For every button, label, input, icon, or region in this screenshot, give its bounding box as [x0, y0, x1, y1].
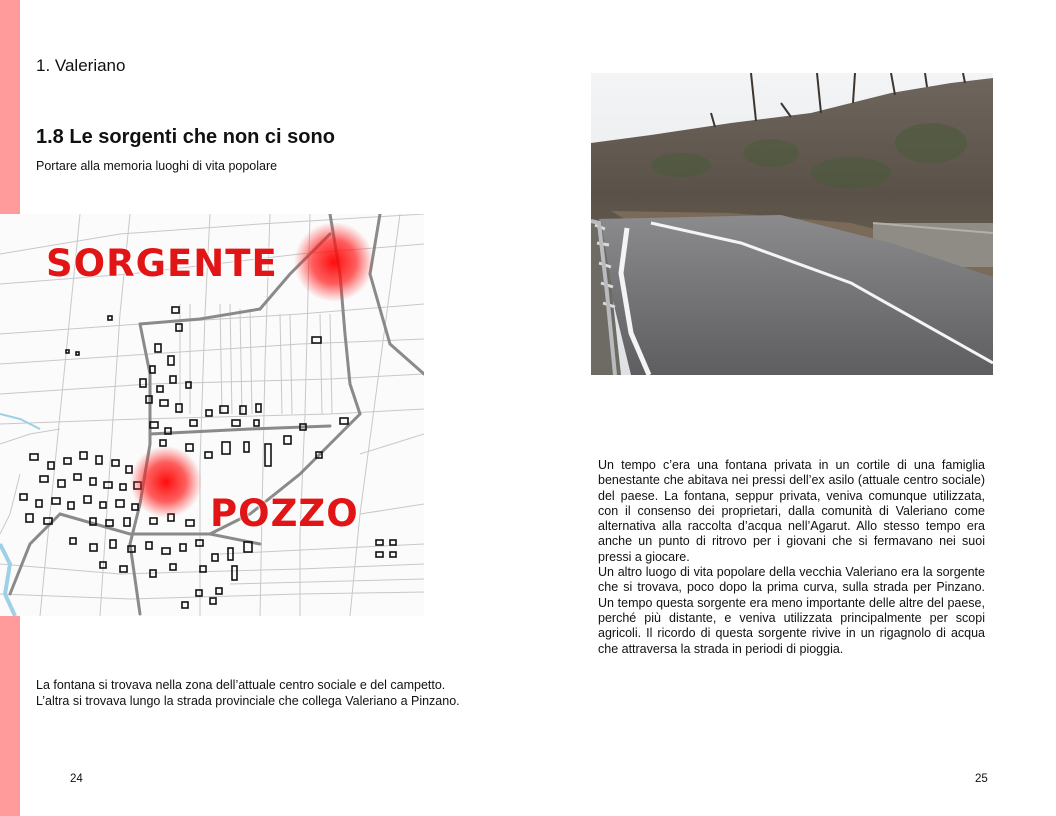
page-title: 1.8 Le sorgenti che non ci sono	[36, 126, 335, 148]
caption-line-2: L’altra si trovava lungo la strada provinciale che collega Valeriano a Pinzano.	[36, 694, 460, 708]
margin-accent-bar-top	[0, 0, 20, 214]
village-map	[0, 214, 424, 616]
paragraph-1: Un tempo c’era una fontana privata in un cortile di una famiglia benestante che abitava nei pressi dell’ex asilo (attuale centro sociale) del paese. La fontana, seppur privata, veniva comunque utilizzata, con il consenso dei proprietari, dalla comunità di Valeriano come alternativa alla raccolta d’acqua nell’Agarut. Allo stesso tempo era anche un punto di ritrovo per i giovani che si fermavano nei suoi pressi a giocare.	[598, 458, 985, 564]
road-photo	[591, 73, 993, 375]
paragraph-2: Un altro luogo di vita popolare della vecchia Valeriano era la sorgente che si trovava, poco dopo la prima curva, sulla strada per Pinzano. Un tempo questa sorgente era meno importante delle altre del paese, perché più distante, e veniva utilizzata principalmente per scopi agricoli. Il ricordo di questa sorgente rivive in un rigagnolo di acqua che attraversa la strada in periodi di pioggia.	[598, 565, 985, 656]
map-caption	[36, 677, 506, 709]
map-label-sorgente: SORGENTE	[46, 242, 278, 285]
page-subtitle: Portare alla memoria luoghi di vita popolare	[36, 159, 278, 173]
page-number-right: 25	[975, 773, 988, 785]
map-label-pozzo: POZZO	[210, 492, 359, 535]
section-label: 1. Valeriano	[36, 56, 126, 75]
page-number-left: 24	[70, 773, 83, 785]
caption-line-1: La fontana si trovava nella zona dell’attuale centro sociale e del campetto.	[36, 678, 446, 692]
margin-accent-bar-bottom	[0, 616, 20, 816]
body-text	[598, 458, 985, 657]
